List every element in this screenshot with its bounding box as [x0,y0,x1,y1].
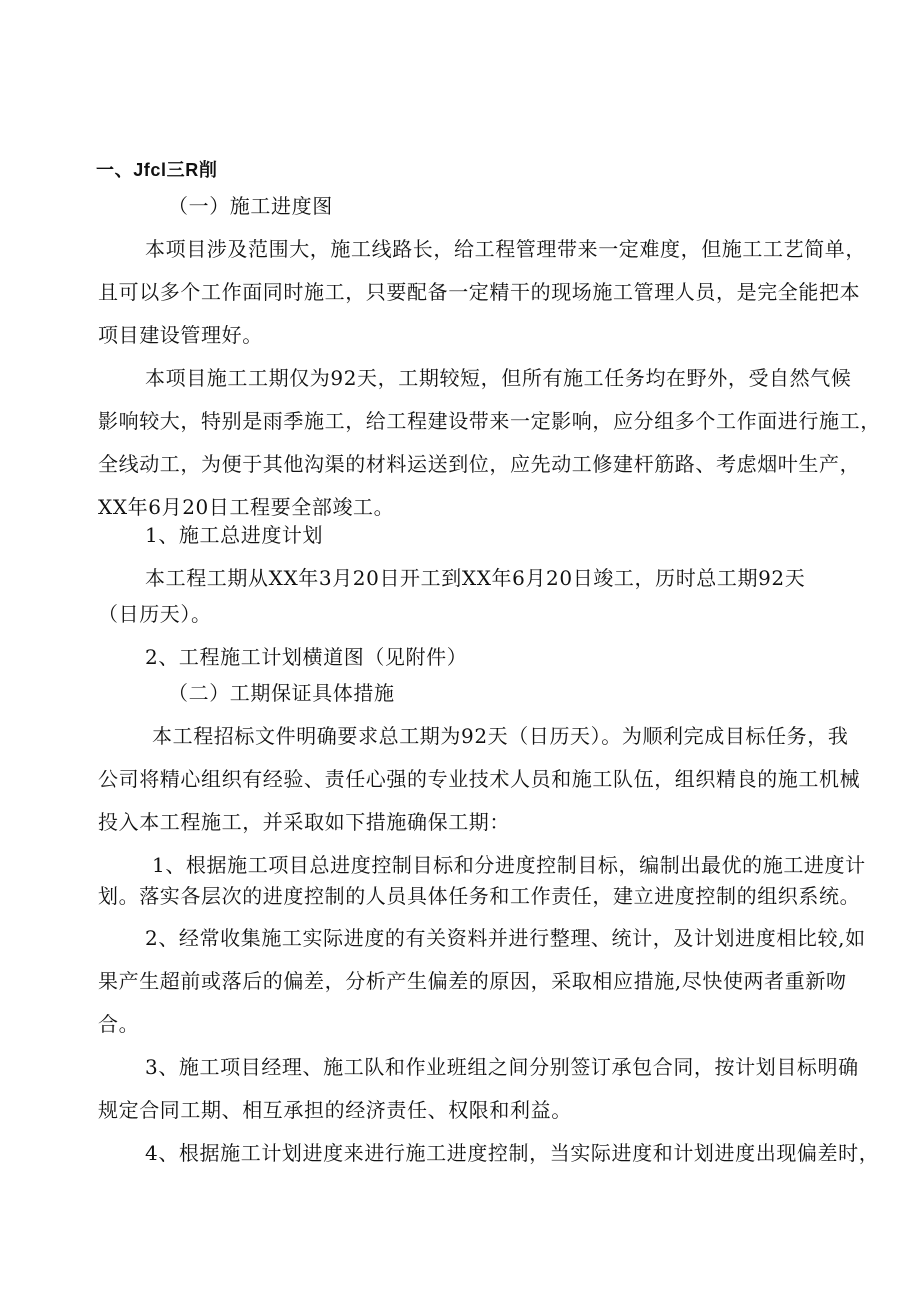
paragraph-line: 公司将精心组织有经验、责任心强的专业技术人员和施工队伍，组织精良的施工机械 [98,767,861,791]
paragraph-line: 合。 [98,1012,140,1036]
item-title-master-schedule: 1、施工总进度计划 [145,523,324,547]
paragraph-line: 2、经常收集施工实际进度的有关资料并进行整理、统计，及计划进度相比较,如 [145,926,866,950]
paragraph-line: 果产生超前或落后的偏差，分析产生偏差的原因，采取相应措施,尽快使两者重新吻 [98,969,847,993]
paragraph-line: 本工程招标文件明确要求总工期为92天（日历天）。为顺利完成目标任务，我 [152,724,849,748]
paragraph-line: （日历天）。 [98,602,212,626]
subsection-title-guarantee: （二）工期保证具体措施 [168,681,395,705]
paragraph-line: 且可以多个工作面同时施工，只要配备一定精干的现场施工管理人员，是完全能把本 [98,280,861,304]
paragraph-line: 本项目施工工期仅为92天，工期较短，但所有施工任务均在野外，受自然气候 [145,366,852,390]
paragraph-line: 1、根据施工项目总进度控制目标和分进度控制目标，编制出最优的施工进度计 [152,853,866,877]
paragraph-line: 本工程工期从XX年3月20日开工到XX年6月20日竣工，历时总工期92天 [145,566,806,590]
paragraph-line: XX年6月20日工程要全部竣工。 [98,495,395,519]
section-heading: 一、Jfcl三R削 [96,160,218,180]
paragraph-line: 项目建设管理好。 [98,323,263,347]
paragraph-line: 影响较大，特别是雨季施工，给工程建设带来一定影响，应分组多个工作面进行施工， [98,409,881,433]
paragraph-line: 3、施工项目经理、施工队和作业班组之间分别签订承包合同，按计划目标明确 [145,1055,859,1079]
paragraph-line: 投入本工程施工，并采取如下措施确保工期： [98,810,510,834]
paragraph-line: 4、根据施工计划进度来进行施工进度控制，当实际进度和计划进度出现偏差时， [145,1141,880,1165]
subsection-title-schedule: （一）施工进度图 [168,194,333,218]
paragraph-line: 规定合同工期、相互承担的经济责任、权限和利益。 [98,1098,572,1122]
paragraph-line: 全线动工，为便于其他沟渠的材料运送到位，应先动工修建杆筋路、考虑烟叶生产， [98,452,861,476]
paragraph-line: 划。落实各层次的进度控制的人员具体任务和工作责任，建立进度控制的组织系统。 [98,884,861,908]
item-title-gantt-chart: 2、工程施工计划横道图（见附件） [145,645,468,669]
paragraph-line: 本项目涉及范围大，施工线路长，给工程管理带来一定难度，但施工工艺简单， [145,237,866,261]
